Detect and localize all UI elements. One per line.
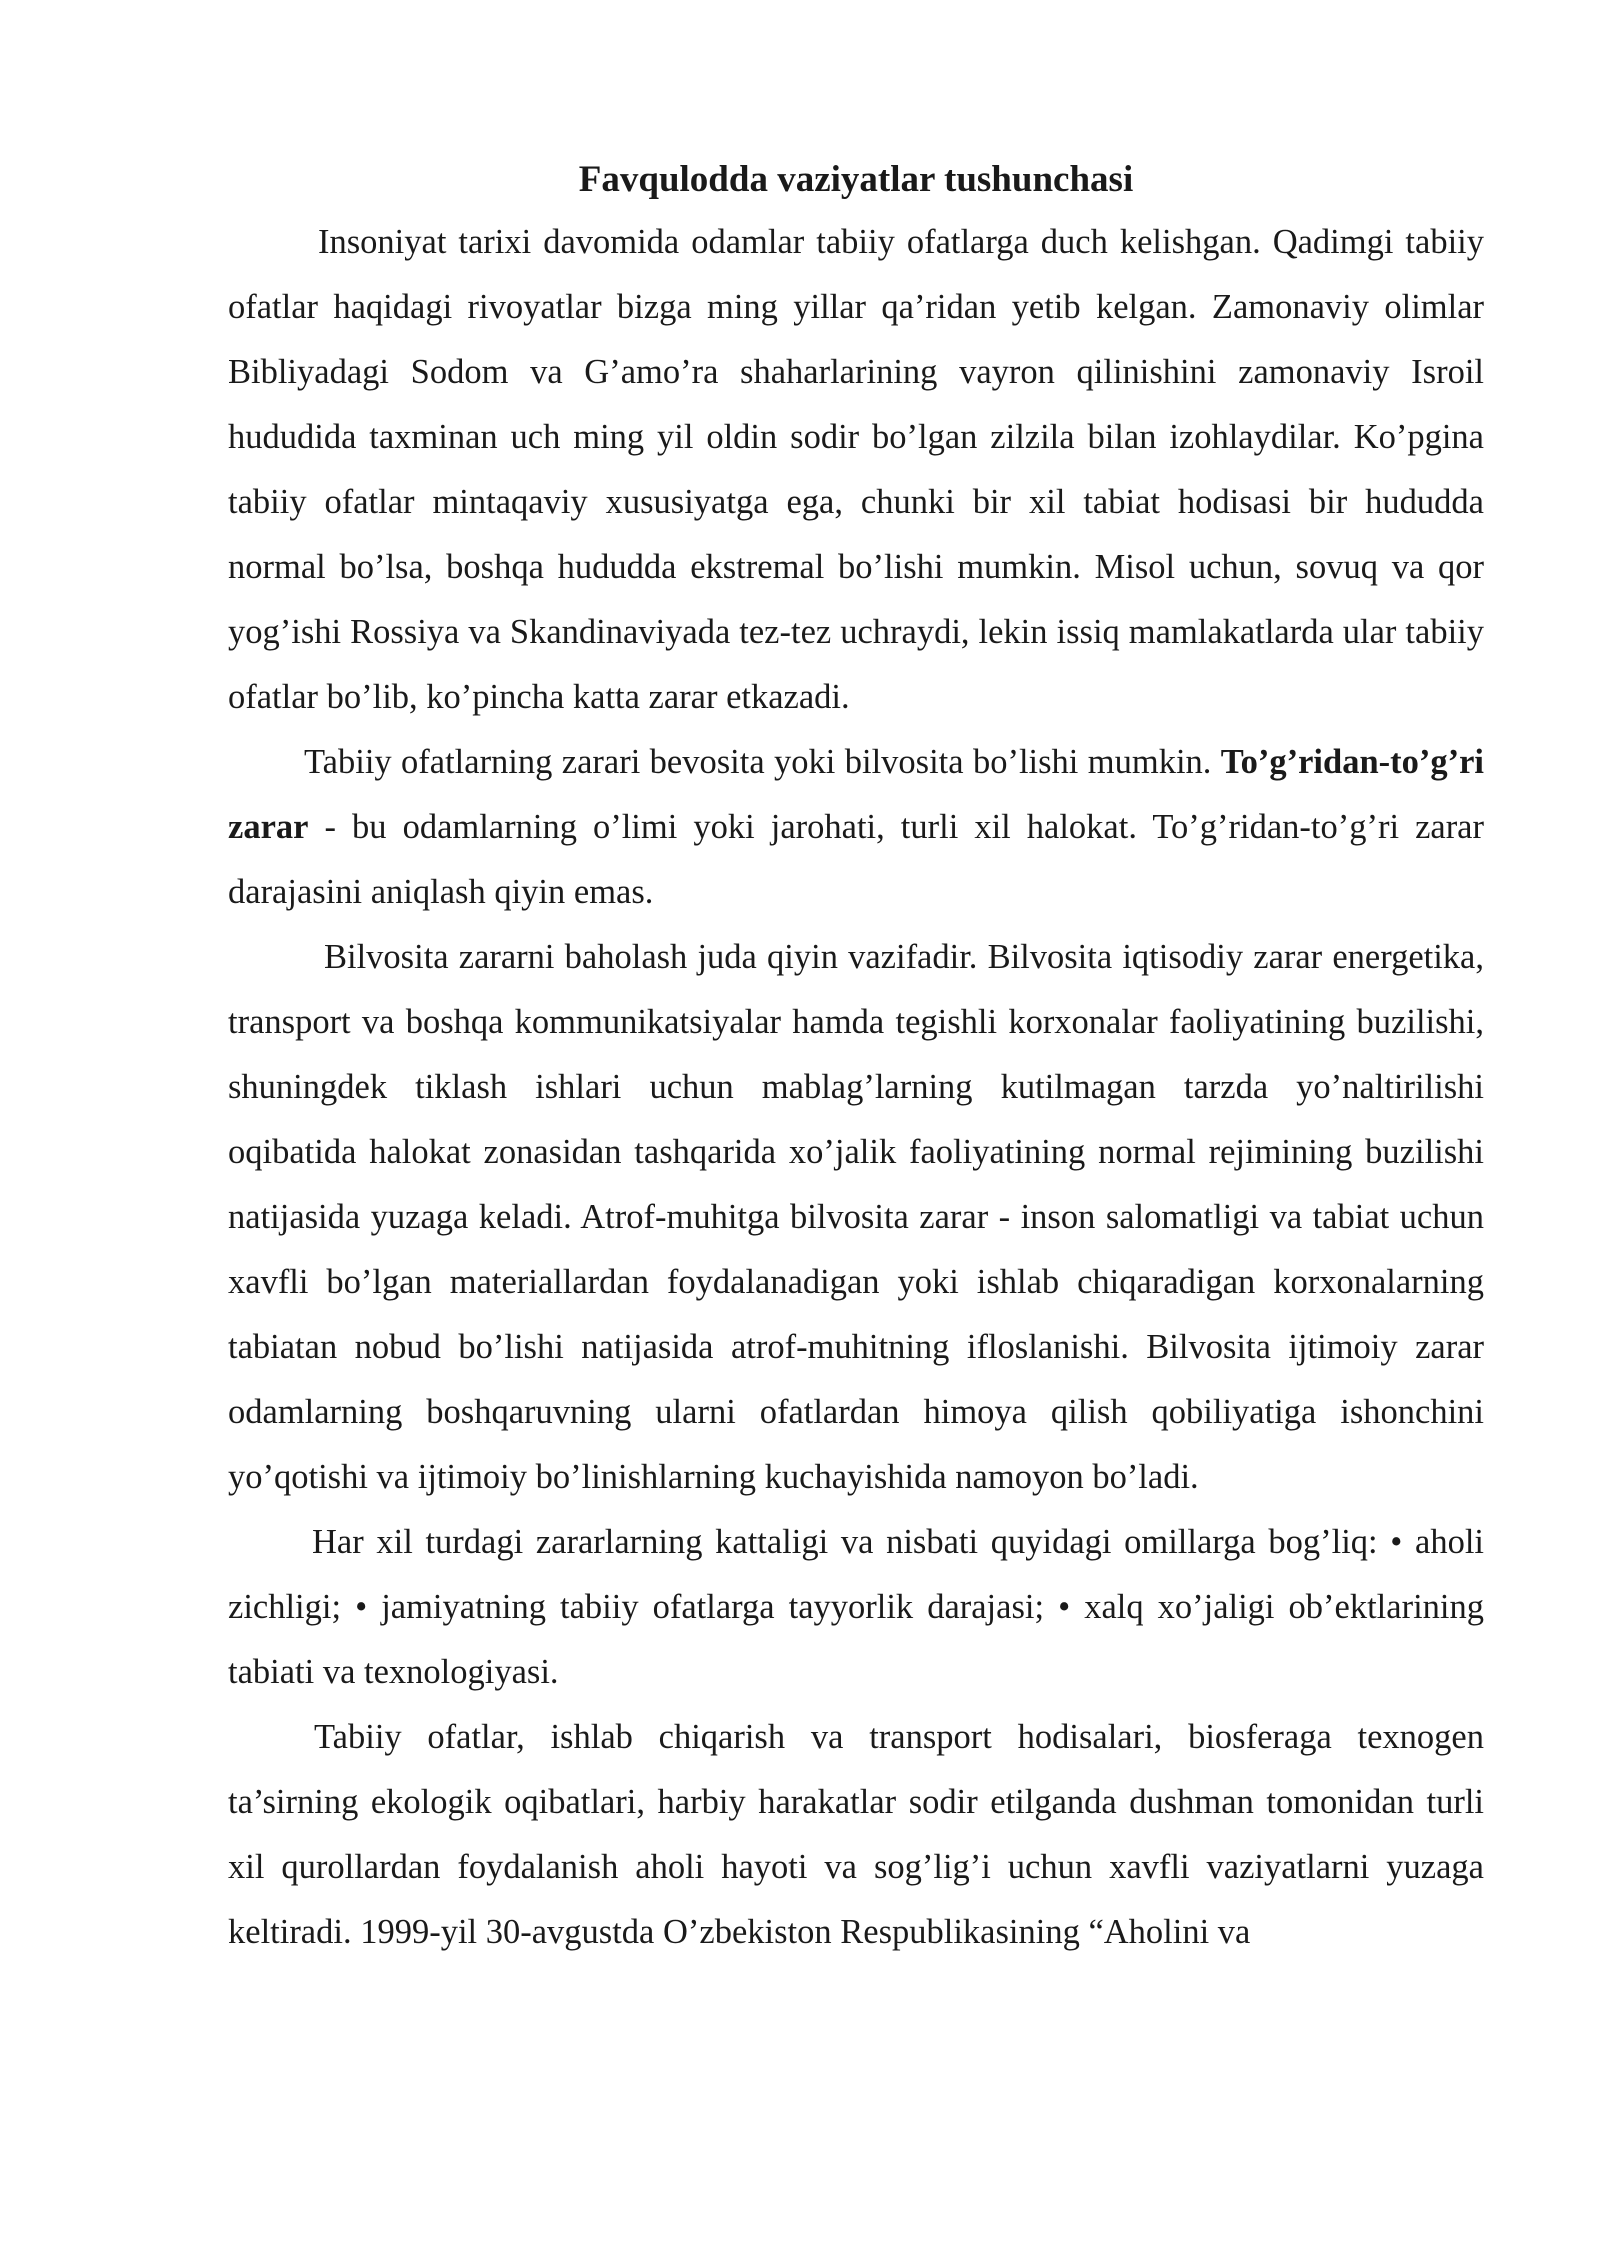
- paragraph-damage-factors: Har xil turdagi zararlarning kattaligi va nisbati quyidagi omillarga bog’liq: • aholi zichligi; • jamiyatning tabiiy ofatlarga tayyorlik darajasi; • xalq xo’jaligi ob’ektlarining tabiati va texnologiyasi.: [228, 1523, 1484, 1691]
- document-title: Favqulodda vaziyatlar tushunchasi: [578, 159, 1134, 200]
- paragraph-direct-damage-end: - bu odamlarning o’limi yoki jarohati, turli xil halokat. To’g’ridan-to’g’ri zarar darajasini aniqlash qiyin emas.: [228, 808, 1484, 911]
- paragraph-hazard-situations: Tabiiy ofatlar, ishlab chiqarish va transport hodisalari, biosferaga texnogen ta’sirning ekologik oqibatlari, harbiy harakatlar sodir etilganda dushman tomonidan turli xil qurollardan foydalanish aholi hayoti va sog’lig’i uchun xavfli vaziyatlarni yuzaga keltiradi. 1999-yil 30-avgustda O’zbekiston Respublikasining “Aholini va: [228, 1718, 1484, 1951]
- paragraph-indirect-damage: Bilvosita zararni baholash juda qiyin vazifadir. Bilvosita iqtisodiy zarar energetika, transport va boshqa kommunikatsiyalar hamda tegishli korxonalar faoliyatining buzilishi, shuningdek tiklash ishlari uchun mablag’larning kutilmagan tarzda yo’naltirilishi oqibatida halokat zonasidan tashqarida xo’jalik faoliyatining normal rejimining buzilishi natijasida yuzaga keladi. Atrof-muhitga bilvosita zarar - inson salomatligi va tabiat uchun xavfli bo’lgan materiallardan foydalanadigan yoki ishlab chiqaradigan korxonalarning tabiatan nobud bo’lishi natijasida atrof-muhitning ifloslanishi. Bilvosita ijtimoiy zarar odamlarning boshqaruvning ularni ofatlardan himoya qilish qobiliyatiga ishonchini yo’qotishi va ijtimoiy bo’linishlarning kuchayishida namoyon bo’ladi.: [228, 938, 1484, 1496]
- paragraph-direct-damage: [228, 730, 1484, 925]
- paragraph-intro: Insoniyat tarixi davomida odamlar tabiiy ofatlarga duch kelishgan. Qadimgi tabiiy ofatlar haqidagi rivoyatlar bizga ming yillar qa’ridan yetib kelgan. Zamonaviy olimlar Bibliyadagi Sodom va G’amo’ra shaharlarining vayron qilinishini zamonaviy Isroil hududida taxminan uch ming yil oldin sodir bo’lgan zilzila bilan izohlaydilar. Ko’pgina tabiiy ofatlar mintaqaviy xususiyatga ega, chunki bir xil tabiat hodisasi bir hududda normal bo’lsa, boshqa hududda ekstremal bo’lishi mumkin. Misol uchun, sovuq va qor yog’ishi Rossiya va Skandinaviyada tez-tez uchraydi, lekin issiq mamlakatlarda ular tabiiy ofatlar bo’lib, ko’pincha katta zarar etkazadi.: [228, 223, 1484, 716]
- direct-damage-term: To’g’ridan-to’g’ri zarar: [228, 743, 1484, 846]
- document-page: [228, 150, 1484, 1965]
- paragraph-direct-damage-start: Tabiiy ofatlarning zarari bevosita yoki bilvosita bo’lishi mumkin.: [304, 743, 1221, 781]
